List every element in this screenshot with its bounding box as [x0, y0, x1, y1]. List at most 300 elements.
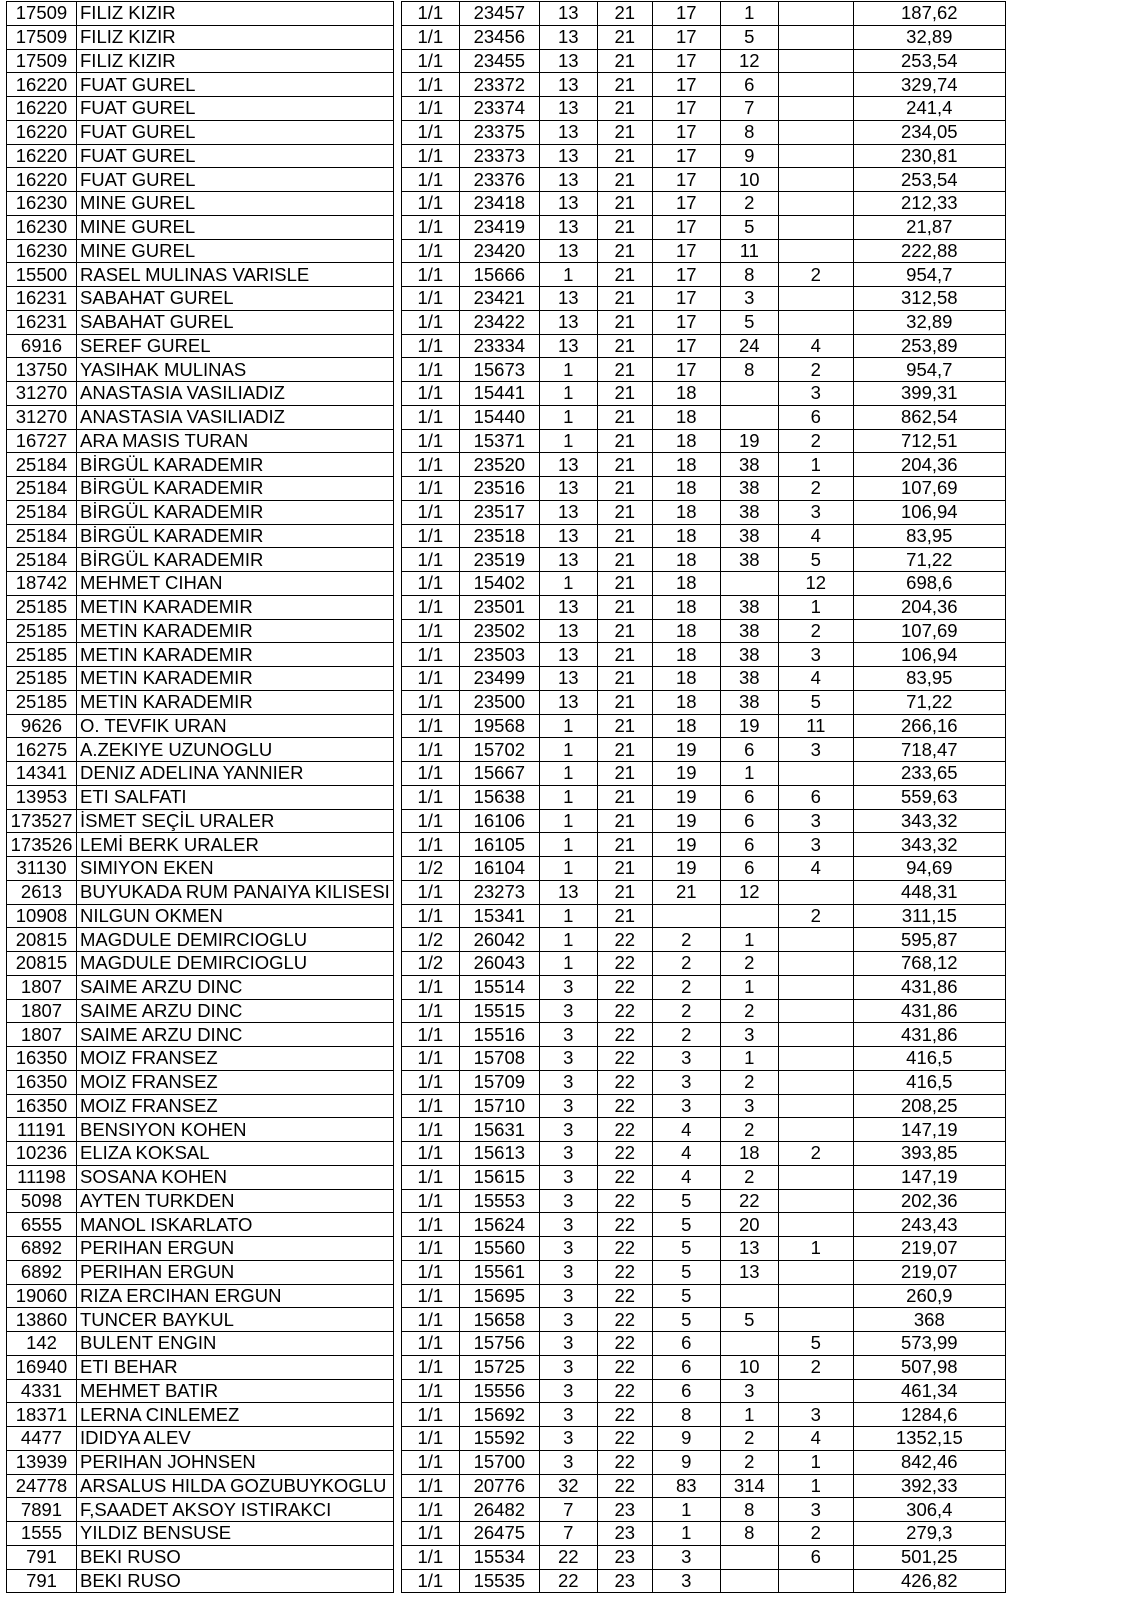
- cell-name: PERIHAN ERGUN: [77, 1237, 394, 1261]
- cell-name: MOIZ FRANSEZ: [77, 1070, 394, 1094]
- cell-sheet: 22: [597, 1142, 652, 1166]
- cell-island: 18: [652, 595, 720, 619]
- table-row: [7, 643, 1010, 667]
- cell-block: 13: [539, 49, 597, 73]
- cell-amount: 368: [853, 1308, 1005, 1332]
- cell-id: 16220: [7, 168, 77, 192]
- cell-amount: 32,89: [853, 25, 1005, 49]
- cell-sheet: 21: [597, 2, 652, 26]
- cell-amount: 147,19: [853, 1165, 1005, 1189]
- cell-block: 1: [539, 857, 597, 881]
- cell-share: 1/2: [401, 928, 459, 952]
- cell-block: 7: [539, 1498, 597, 1522]
- cell-island: 17: [652, 168, 720, 192]
- cell-sheet: 22: [597, 1450, 652, 1474]
- cell-parcel: 15514: [459, 975, 539, 999]
- cell-floor: 2: [778, 1355, 853, 1379]
- right-margin: [1005, 1545, 1009, 1569]
- cell-id: 791: [7, 1545, 77, 1569]
- cell-lot: 13: [720, 1260, 778, 1284]
- table-row: [7, 1094, 1010, 1118]
- column-gap: [393, 1023, 401, 1047]
- cell-block: 13: [539, 168, 597, 192]
- cell-name: SAIME ARZU DINC: [77, 1023, 394, 1047]
- cell-id: 1807: [7, 975, 77, 999]
- right-margin: [1005, 619, 1009, 643]
- right-margin: [1005, 215, 1009, 239]
- cell-sheet: 21: [597, 500, 652, 524]
- cell-island: 17: [652, 144, 720, 168]
- right-margin: [1005, 1450, 1009, 1474]
- table-row: [7, 619, 1010, 643]
- cell-sheet: 22: [597, 1403, 652, 1427]
- right-margin: [1005, 1118, 1009, 1142]
- cell-block: 3: [539, 1260, 597, 1284]
- cell-parcel: 23418: [459, 192, 539, 216]
- cell-amount: 399,31: [853, 382, 1005, 406]
- cell-id: 16231: [7, 310, 77, 334]
- cell-sheet: 22: [597, 1332, 652, 1356]
- column-gap: [393, 1522, 401, 1546]
- cell-amount: 222,88: [853, 239, 1005, 263]
- cell-sheet: 21: [597, 477, 652, 501]
- cell-name: ETI BEHAR: [77, 1355, 394, 1379]
- cell-lot: 20: [720, 1213, 778, 1237]
- table-row: [7, 97, 1010, 121]
- table-row: [7, 1189, 1010, 1213]
- cell-floor: 1: [778, 1237, 853, 1261]
- cell-floor: [778, 1308, 853, 1332]
- cell-share: 1/1: [401, 1047, 459, 1071]
- cell-sheet: 22: [597, 1189, 652, 1213]
- cell-floor: 11: [778, 714, 853, 738]
- cell-parcel: 15666: [459, 263, 539, 287]
- cell-amount: 233,65: [853, 762, 1005, 786]
- cell-share: 1/1: [401, 1545, 459, 1569]
- cell-parcel: 15615: [459, 1165, 539, 1189]
- cell-share: 1/1: [401, 192, 459, 216]
- cell-id: 16727: [7, 429, 77, 453]
- cell-island: 5: [652, 1260, 720, 1284]
- column-gap: [393, 643, 401, 667]
- column-gap: [393, 667, 401, 691]
- cell-id: 5098: [7, 1189, 77, 1213]
- cell-name: METIN KARADEMIR: [77, 643, 394, 667]
- cell-share: 1/1: [401, 690, 459, 714]
- right-margin: [1005, 833, 1009, 857]
- cell-sheet: 21: [597, 310, 652, 334]
- cell-amount: 573,99: [853, 1332, 1005, 1356]
- cell-share: 1/1: [401, 975, 459, 999]
- cell-sheet: 22: [597, 952, 652, 976]
- table-row: [7, 548, 1010, 572]
- cell-amount: 204,36: [853, 453, 1005, 477]
- cell-parcel: 15658: [459, 1308, 539, 1332]
- cell-parcel: 23374: [459, 97, 539, 121]
- cell-island: 9: [652, 1427, 720, 1451]
- cell-lot: 8: [720, 263, 778, 287]
- cell-parcel: 16105: [459, 833, 539, 857]
- column-gap: [393, 1213, 401, 1237]
- cell-island: 17: [652, 334, 720, 358]
- column-gap: [393, 429, 401, 453]
- cell-parcel: 15756: [459, 1332, 539, 1356]
- cell-sheet: 23: [597, 1545, 652, 1569]
- cell-parcel: 26042: [459, 928, 539, 952]
- cell-share: 1/1: [401, 1284, 459, 1308]
- table-row: [7, 49, 1010, 73]
- cell-amount: 230,81: [853, 144, 1005, 168]
- table-row: [7, 1260, 1010, 1284]
- cell-name: YILDIZ BENSUSE: [77, 1522, 394, 1546]
- cell-parcel: 23273: [459, 880, 539, 904]
- cell-amount: 219,07: [853, 1237, 1005, 1261]
- cell-parcel: 23376: [459, 168, 539, 192]
- cell-floor: 2: [778, 429, 853, 453]
- cell-amount: 147,19: [853, 1118, 1005, 1142]
- right-margin: [1005, 1165, 1009, 1189]
- cell-sheet: 21: [597, 690, 652, 714]
- table-row: [7, 168, 1010, 192]
- right-margin: [1005, 1332, 1009, 1356]
- right-margin: [1005, 1308, 1009, 1332]
- cell-parcel: 20776: [459, 1474, 539, 1498]
- cell-share: 1/1: [401, 1165, 459, 1189]
- right-margin: [1005, 738, 1009, 762]
- cell-sheet: 22: [597, 1047, 652, 1071]
- cell-name: BULENT ENGIN: [77, 1332, 394, 1356]
- cell-share: 1/1: [401, 548, 459, 572]
- cell-block: 3: [539, 1403, 597, 1427]
- right-margin: [1005, 1047, 1009, 1071]
- cell-share: 1/1: [401, 1213, 459, 1237]
- right-margin: [1005, 999, 1009, 1023]
- right-margin: [1005, 1403, 1009, 1427]
- cell-parcel: 23420: [459, 239, 539, 263]
- cell-name: TUNCER BAYKUL: [77, 1308, 394, 1332]
- cell-parcel: 23375: [459, 120, 539, 144]
- cell-share: 1/1: [401, 1189, 459, 1213]
- cell-id: 2613: [7, 880, 77, 904]
- cell-floor: 5: [778, 1332, 853, 1356]
- cell-block: 13: [539, 667, 597, 691]
- cell-island: 18: [652, 500, 720, 524]
- column-gap: [393, 144, 401, 168]
- cell-id: 24778: [7, 1474, 77, 1498]
- cell-sheet: 21: [597, 358, 652, 382]
- cell-id: 4331: [7, 1379, 77, 1403]
- cell-lot: 12: [720, 49, 778, 73]
- cell-name: BİRGÜL KARADEMIR: [77, 524, 394, 548]
- table-row: [7, 500, 1010, 524]
- cell-amount: 595,87: [853, 928, 1005, 952]
- cell-lot: 10: [720, 168, 778, 192]
- cell-amount: 243,43: [853, 1213, 1005, 1237]
- cell-lot: 2: [720, 952, 778, 976]
- cell-share: 1/1: [401, 1474, 459, 1498]
- cell-lot: 2: [720, 1427, 778, 1451]
- cell-lot: 5: [720, 25, 778, 49]
- cell-block: 3: [539, 1237, 597, 1261]
- cell-parcel: 15561: [459, 1260, 539, 1284]
- cell-id: 31270: [7, 382, 77, 406]
- cell-name: RASEL MULINAS VARISLE: [77, 263, 394, 287]
- right-margin: [1005, 334, 1009, 358]
- cell-sheet: 22: [597, 928, 652, 952]
- cell-floor: [778, 1118, 853, 1142]
- cell-floor: [778, 168, 853, 192]
- table-row: [7, 477, 1010, 501]
- column-gap: [393, 690, 401, 714]
- cell-id: 6916: [7, 334, 77, 358]
- cell-parcel: 23372: [459, 73, 539, 97]
- cell-parcel: 26482: [459, 1498, 539, 1522]
- cell-parcel: 15667: [459, 762, 539, 786]
- table-row: [7, 1545, 1010, 1569]
- column-gap: [393, 1450, 401, 1474]
- cell-name: MINE GUREL: [77, 215, 394, 239]
- cell-lot: 1: [720, 762, 778, 786]
- cell-island: 18: [652, 429, 720, 453]
- cell-block: 3: [539, 1142, 597, 1166]
- cell-block: 13: [539, 73, 597, 97]
- column-gap: [393, 334, 401, 358]
- cell-share: 1/1: [401, 1427, 459, 1451]
- cell-sheet: 22: [597, 1308, 652, 1332]
- column-gap: [393, 548, 401, 572]
- cell-sheet: 21: [597, 667, 652, 691]
- table-row: [7, 1522, 1010, 1546]
- cell-lot: 18: [720, 1142, 778, 1166]
- cell-id: 16230: [7, 192, 77, 216]
- cell-parcel: 23520: [459, 453, 539, 477]
- cell-amount: 431,86: [853, 1023, 1005, 1047]
- cell-island: 17: [652, 120, 720, 144]
- cell-name: AYTEN TURKDEN: [77, 1189, 394, 1213]
- column-gap: [393, 287, 401, 311]
- cell-floor: [778, 97, 853, 121]
- cell-island: 18: [652, 405, 720, 429]
- cell-lot: 1: [720, 1047, 778, 1071]
- cell-island: 5: [652, 1189, 720, 1213]
- column-gap: [393, 358, 401, 382]
- cell-lot: 38: [720, 548, 778, 572]
- cell-share: 1/1: [401, 904, 459, 928]
- cell-block: 13: [539, 25, 597, 49]
- table-row: [7, 952, 1010, 976]
- cell-amount: 431,86: [853, 975, 1005, 999]
- cell-share: 1/1: [401, 762, 459, 786]
- cell-parcel: 15613: [459, 1142, 539, 1166]
- table-row: [7, 1403, 1010, 1427]
- right-margin: [1005, 1189, 1009, 1213]
- cell-share: 1/2: [401, 952, 459, 976]
- cell-floor: 1: [778, 1474, 853, 1498]
- cell-island: 17: [652, 73, 720, 97]
- cell-parcel: 23518: [459, 524, 539, 548]
- cell-floor: [778, 1260, 853, 1284]
- cell-block: 1: [539, 405, 597, 429]
- right-margin: [1005, 952, 1009, 976]
- column-gap: [393, 500, 401, 524]
- cell-amount: 461,34: [853, 1379, 1005, 1403]
- cell-block: 13: [539, 287, 597, 311]
- cell-share: 1/1: [401, 619, 459, 643]
- cell-id: 16220: [7, 144, 77, 168]
- cell-block: 13: [539, 144, 597, 168]
- cell-share: 1/1: [401, 1332, 459, 1356]
- right-margin: [1005, 762, 1009, 786]
- cell-sheet: 21: [597, 880, 652, 904]
- column-gap: [393, 2, 401, 26]
- table-row: [7, 1474, 1010, 1498]
- column-gap: [393, 1260, 401, 1284]
- cell-lot: 6: [720, 833, 778, 857]
- cell-island: 19: [652, 809, 720, 833]
- cell-block: 22: [539, 1545, 597, 1569]
- cell-parcel: 23456: [459, 25, 539, 49]
- cell-share: 1/1: [401, 263, 459, 287]
- cell-share: 1/1: [401, 714, 459, 738]
- cell-name: IDIDYA ALEV: [77, 1427, 394, 1451]
- cell-id: 13750: [7, 358, 77, 382]
- right-margin: [1005, 714, 1009, 738]
- cell-island: 2: [652, 975, 720, 999]
- cell-share: 1/1: [401, 1094, 459, 1118]
- cell-island: 18: [652, 690, 720, 714]
- cell-share: 1/1: [401, 2, 459, 26]
- right-margin: [1005, 120, 1009, 144]
- cell-block: 1: [539, 382, 597, 406]
- column-gap: [393, 263, 401, 287]
- cell-block: 1: [539, 429, 597, 453]
- cell-name: PERIHAN JOHNSEN: [77, 1450, 394, 1474]
- table-row: [7, 667, 1010, 691]
- cell-parcel: 23421: [459, 287, 539, 311]
- cell-block: 13: [539, 310, 597, 334]
- table-row: [7, 1142, 1010, 1166]
- cell-block: 13: [539, 120, 597, 144]
- cell-sheet: 21: [597, 168, 652, 192]
- cell-block: 3: [539, 1284, 597, 1308]
- cell-block: 1: [539, 785, 597, 809]
- cell-amount: 501,25: [853, 1545, 1005, 1569]
- cell-lot: [720, 405, 778, 429]
- cell-block: 13: [539, 97, 597, 121]
- right-margin: [1005, 572, 1009, 596]
- table-row: [7, 904, 1010, 928]
- column-gap: [393, 192, 401, 216]
- cell-floor: 6: [778, 785, 853, 809]
- cell-lot: 7: [720, 97, 778, 121]
- right-margin: [1005, 1142, 1009, 1166]
- cell-island: 19: [652, 762, 720, 786]
- cell-name: SABAHAT GUREL: [77, 310, 394, 334]
- cell-share: 1/1: [401, 1142, 459, 1166]
- cell-id: 16230: [7, 239, 77, 263]
- cell-share: 1/1: [401, 643, 459, 667]
- cell-floor: [778, 239, 853, 263]
- cell-parcel: 15624: [459, 1213, 539, 1237]
- cell-share: 1/1: [401, 1522, 459, 1546]
- cell-sheet: 23: [597, 1522, 652, 1546]
- cell-sheet: 21: [597, 904, 652, 928]
- column-gap: [393, 1308, 401, 1332]
- cell-name: METIN KARADEMIR: [77, 619, 394, 643]
- right-margin: [1005, 1237, 1009, 1261]
- cell-lot: 8: [720, 120, 778, 144]
- cell-sheet: 21: [597, 73, 652, 97]
- table-row: [7, 1023, 1010, 1047]
- table-row: [7, 975, 1010, 999]
- column-gap: [393, 1332, 401, 1356]
- cell-share: 1/1: [401, 1070, 459, 1094]
- cell-id: 6555: [7, 1213, 77, 1237]
- cell-island: 2: [652, 952, 720, 976]
- cell-lot: 2: [720, 1450, 778, 1474]
- right-margin: [1005, 1284, 1009, 1308]
- cell-id: 20815: [7, 952, 77, 976]
- cell-parcel: 15441: [459, 382, 539, 406]
- cell-block: 1: [539, 928, 597, 952]
- right-margin: [1005, 548, 1009, 572]
- cell-name: SABAHAT GUREL: [77, 287, 394, 311]
- cell-parcel: 15709: [459, 1070, 539, 1094]
- cell-block: 13: [539, 215, 597, 239]
- cell-sheet: 21: [597, 405, 652, 429]
- cell-parcel: 19568: [459, 714, 539, 738]
- cell-block: 13: [539, 477, 597, 501]
- right-margin: [1005, 263, 1009, 287]
- cell-sheet: 21: [597, 833, 652, 857]
- cell-sheet: 21: [597, 548, 652, 572]
- cell-share: 1/1: [401, 239, 459, 263]
- table-row: [7, 1165, 1010, 1189]
- cell-name: BİRGÜL KARADEMIR: [77, 453, 394, 477]
- cell-name: BUYUKADA RUM PANAIYA KILISESI: [77, 880, 394, 904]
- cell-name: ETI SALFATI: [77, 785, 394, 809]
- cell-name: A.ZEKIYE UZUNOGLU: [77, 738, 394, 762]
- cell-lot: 5: [720, 1308, 778, 1332]
- cell-sheet: 22: [597, 999, 652, 1023]
- cell-lot: 3: [720, 287, 778, 311]
- cell-id: 16275: [7, 738, 77, 762]
- cell-floor: 3: [778, 643, 853, 667]
- cell-sheet: 22: [597, 1213, 652, 1237]
- cell-parcel: 15692: [459, 1403, 539, 1427]
- cell-share: 1/1: [401, 738, 459, 762]
- cell-floor: [778, 1070, 853, 1094]
- cell-island: 1: [652, 1522, 720, 1546]
- table-row: [7, 287, 1010, 311]
- records-table: [6, 1, 1009, 1593]
- right-margin: [1005, 453, 1009, 477]
- cell-floor: [778, 880, 853, 904]
- cell-sheet: 22: [597, 975, 652, 999]
- cell-name: MAGDULE DEMIRCIOGLU: [77, 952, 394, 976]
- cell-sheet: 23: [597, 1498, 652, 1522]
- cell-sheet: 21: [597, 192, 652, 216]
- column-gap: [393, 1165, 401, 1189]
- cell-island: 17: [652, 192, 720, 216]
- right-margin: [1005, 1213, 1009, 1237]
- table-row: [7, 738, 1010, 762]
- cell-lot: [720, 904, 778, 928]
- cell-lot: 13: [720, 1237, 778, 1261]
- column-gap: [393, 1142, 401, 1166]
- cell-block: 3: [539, 1070, 597, 1094]
- cell-amount: 416,5: [853, 1070, 1005, 1094]
